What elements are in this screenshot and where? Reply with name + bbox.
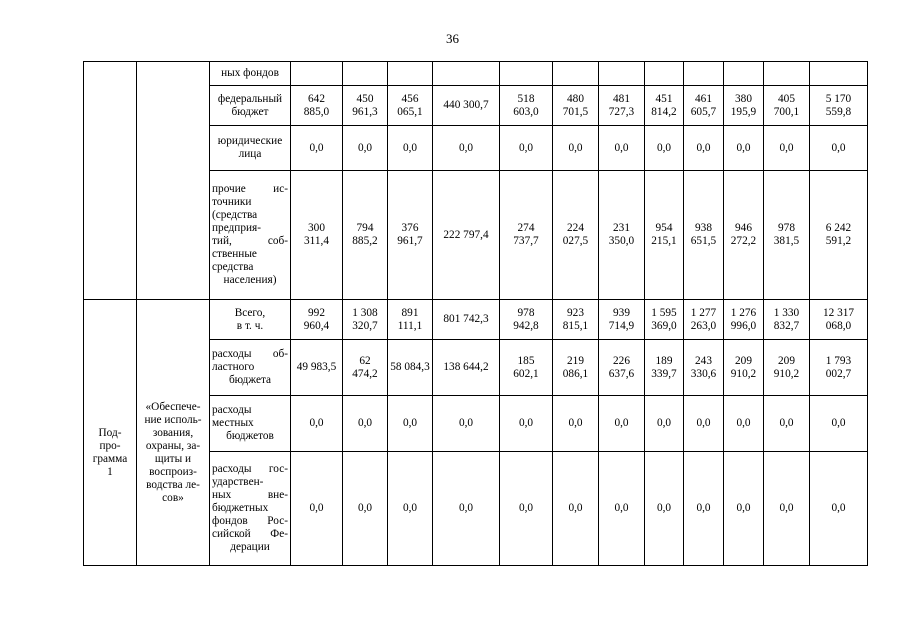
text-line: 923: [567, 306, 584, 319]
text-line: точники: [212, 196, 252, 208]
text-line: 263,0: [690, 319, 717, 332]
text-line: тий, соб-: [212, 235, 288, 247]
text-line: 226: [613, 354, 630, 367]
text-line: 0,0: [779, 502, 794, 514]
value-cell: [764, 126, 810, 171]
value-cell: [388, 86, 433, 126]
text-line: ударствен-: [212, 476, 264, 488]
text-line: 222 797,4: [443, 228, 489, 241]
text-line: 0,0: [736, 417, 751, 429]
text-line: про-: [99, 439, 121, 452]
value-cell: [433, 396, 500, 452]
text-line: бюджетов: [226, 430, 274, 442]
empty-subprogram-cell: [137, 62, 210, 300]
value-cell: [500, 452, 553, 566]
text-line: 086,1: [562, 367, 589, 380]
text-line: ных вне-: [212, 489, 288, 501]
value-cell: [810, 62, 868, 86]
value-cell: [810, 300, 868, 340]
text-line: 0,0: [458, 141, 474, 154]
table-row: [84, 62, 868, 86]
value-cell: [500, 340, 553, 396]
text-line: 231: [613, 222, 630, 234]
text-line: 992: [308, 306, 325, 319]
value-cell: [724, 62, 764, 86]
text-line: 405: [778, 92, 795, 105]
text-line: водства ле-: [146, 478, 200, 491]
text-line: 1: [107, 465, 113, 478]
value-cell: [500, 86, 553, 126]
text-line: 480: [567, 92, 584, 105]
text-line: ных фондов: [221, 67, 279, 79]
text-line: 0,0: [831, 141, 846, 154]
text-line: 978: [778, 222, 795, 234]
text-line: 027,5: [562, 235, 589, 247]
text-line: 942,8: [513, 319, 539, 332]
value-cell: [810, 452, 868, 566]
value-cell: [810, 340, 868, 396]
text-line: 381,5: [773, 235, 800, 247]
text-line: 0,0: [458, 502, 474, 514]
value-cell: [291, 126, 343, 171]
value-cell: [553, 126, 599, 171]
text-line: 376: [401, 222, 419, 234]
row-label: [210, 86, 291, 126]
text-line: 1 308: [352, 306, 378, 319]
text-line: 320,7: [352, 319, 378, 332]
text-line: 274: [517, 222, 535, 234]
text-line: сийской Фе-: [212, 528, 288, 540]
text-line: 1 277: [690, 306, 717, 319]
text-line: 0,0: [614, 502, 629, 514]
text-line: 0,0: [568, 141, 583, 154]
empty-section-cell: [84, 62, 137, 300]
row-label: [210, 126, 291, 171]
value-cell: [500, 62, 553, 86]
value-cell: [343, 86, 388, 126]
text-line: бюджет: [231, 105, 269, 118]
value-cell: [599, 452, 645, 566]
text-line: 885,2: [352, 235, 378, 247]
text-line: 0,0: [357, 502, 373, 514]
text-line: 714,9: [608, 319, 635, 332]
text-line: 0,0: [458, 417, 474, 429]
value-cell: [724, 340, 764, 396]
value-cell: [553, 300, 599, 340]
text-line: 440 300,7: [443, 99, 489, 111]
text-line: 946: [735, 222, 752, 234]
text-line: 910,2: [730, 367, 757, 380]
text-line: 602,1: [513, 367, 539, 380]
text-line: «Обеспече-: [145, 400, 201, 413]
section-label: [84, 300, 137, 566]
text-line: предприя-: [212, 222, 262, 234]
value-cell: [764, 452, 810, 566]
text-line: воспроиз-: [149, 465, 197, 478]
value-cell: [645, 340, 684, 396]
text-line: 0,0: [518, 502, 534, 514]
text-line: расходы гос-: [212, 463, 288, 475]
text-line: 0,0: [309, 502, 324, 514]
text-line: расходы: [212, 404, 252, 416]
text-line: 311,4: [304, 235, 329, 247]
text-line: 138 644,2: [443, 361, 489, 373]
row-label: [210, 340, 291, 396]
text-line: 209: [735, 354, 752, 367]
text-line: 814,2: [651, 105, 677, 118]
text-line: 961,7: [397, 235, 423, 247]
row-label: [210, 452, 291, 566]
text-line: 0,0: [696, 417, 711, 429]
text-line: 642: [308, 92, 325, 105]
table-row: [84, 300, 868, 340]
text-line: 350,0: [608, 235, 635, 247]
text-line: 0,0: [614, 141, 629, 154]
value-cell: [764, 171, 810, 300]
text-line: 701,5: [562, 105, 589, 118]
text-line: 0,0: [656, 141, 672, 154]
text-line: 1 330: [773, 306, 800, 319]
value-cell: [291, 62, 343, 86]
value-cell: [764, 62, 810, 86]
text-line: 474,2: [352, 367, 378, 380]
text-line: Всего,: [234, 306, 266, 319]
value-cell: [291, 171, 343, 300]
text-line: 339,7: [651, 367, 677, 380]
text-line: бюджетных: [212, 502, 269, 514]
text-line: фондов Рос-: [212, 515, 288, 527]
text-line: 0,0: [357, 141, 373, 154]
text-line: 801 742,3: [443, 313, 489, 325]
value-cell: [599, 396, 645, 452]
budget-table-body: [84, 62, 868, 566]
text-line: 978: [517, 306, 535, 319]
text-line: 0,0: [696, 141, 711, 154]
value-cell: [599, 86, 645, 126]
value-cell: [343, 62, 388, 86]
value-cell: [553, 86, 599, 126]
value-cell: [553, 62, 599, 86]
text-line: 0,0: [696, 502, 711, 514]
value-cell: [724, 452, 764, 566]
text-line: Под-: [98, 426, 122, 439]
text-line: 461: [695, 92, 712, 105]
text-line: 832,7: [773, 319, 800, 332]
value-cell: [724, 300, 764, 340]
text-line: 209: [778, 354, 795, 367]
subprogram-name: [137, 300, 210, 566]
text-line: 0,0: [831, 502, 846, 514]
text-line: 637,6: [608, 367, 635, 380]
page-number: 36: [446, 31, 459, 46]
text-line: 737,7: [513, 235, 539, 247]
value-cell: [599, 340, 645, 396]
value-cell: [553, 452, 599, 566]
text-line: 0,0: [779, 417, 794, 429]
value-cell: [553, 396, 599, 452]
row-label: [210, 62, 291, 86]
text-line: 0,0: [656, 417, 672, 429]
value-cell: [645, 86, 684, 126]
value-cell: [684, 452, 724, 566]
text-line: 0,0: [831, 417, 846, 429]
text-line: 891: [401, 306, 419, 319]
value-cell: [500, 396, 553, 452]
value-cell: [684, 62, 724, 86]
text-line: 224: [567, 222, 584, 234]
value-cell: [388, 300, 433, 340]
text-line: 0,0: [568, 502, 583, 514]
row-label: [210, 396, 291, 452]
value-cell: [388, 171, 433, 300]
text-line: ственные: [212, 248, 257, 260]
text-line: 456: [401, 92, 419, 105]
text-line: 0,0: [402, 417, 418, 429]
text-line: охраны, за-: [145, 439, 201, 452]
value-cell: [684, 171, 724, 300]
text-line: 0,0: [779, 141, 794, 154]
text-line: 1 276: [730, 306, 757, 319]
value-cell: [343, 396, 388, 452]
text-line: 1 793: [825, 354, 852, 367]
value-cell: [500, 171, 553, 300]
text-line: 996,0: [730, 319, 757, 332]
value-cell: [764, 86, 810, 126]
text-line: 215,1: [651, 235, 677, 247]
text-line: юридические: [217, 135, 283, 147]
value-cell: [433, 340, 500, 396]
text-line: 0,0: [357, 417, 373, 429]
text-line: 559,8: [825, 105, 852, 118]
value-cell: [433, 86, 500, 126]
value-cell: [684, 300, 724, 340]
value-cell: [553, 171, 599, 300]
text-line: 068,0: [825, 319, 852, 332]
text-line: 954: [655, 222, 673, 234]
value-cell: [388, 396, 433, 452]
value-cell: [645, 300, 684, 340]
text-line: 065,1: [397, 105, 423, 118]
value-cell: [724, 171, 764, 300]
value-cell: [645, 126, 684, 171]
text-line: (средства: [212, 209, 258, 221]
value-cell: [764, 340, 810, 396]
value-cell: [433, 452, 500, 566]
text-line: грамма: [92, 452, 128, 465]
value-cell: [684, 86, 724, 126]
text-line: 727,3: [608, 105, 635, 118]
text-line: 5 170: [825, 92, 852, 105]
text-line: 185: [517, 354, 535, 367]
text-line: 002,7: [825, 367, 852, 380]
text-line: 0,0: [309, 417, 324, 429]
value-cell: [291, 340, 343, 396]
text-line: 794: [356, 222, 374, 234]
value-cell: [810, 171, 868, 300]
text-line: прочие ис-: [212, 183, 288, 195]
text-line: 815,1: [562, 319, 589, 332]
text-line: 195,9: [730, 105, 757, 118]
value-cell: [343, 126, 388, 171]
row-label: [210, 171, 291, 300]
value-cell: [500, 300, 553, 340]
value-cell: [553, 340, 599, 396]
text-line: 380: [735, 92, 752, 105]
text-line: 0,0: [518, 141, 534, 154]
value-cell: [343, 171, 388, 300]
text-line: дерации: [230, 541, 270, 553]
value-cell: [433, 126, 500, 171]
text-line: средства: [212, 261, 254, 273]
value-cell: [388, 340, 433, 396]
text-line: 12 317: [822, 306, 855, 319]
text-line: 605,7: [690, 105, 717, 118]
value-cell: [433, 300, 500, 340]
value-cell: [684, 396, 724, 452]
text-line: населения): [223, 274, 277, 286]
text-line: 885,0: [303, 105, 330, 118]
row-label: [210, 300, 291, 340]
text-line: сов»: [162, 491, 184, 504]
value-cell: [645, 171, 684, 300]
value-cell: [599, 300, 645, 340]
text-line: 481: [613, 92, 630, 105]
text-line: 219: [567, 354, 584, 367]
text-line: 6 242: [825, 222, 852, 234]
text-line: федеральный: [217, 92, 283, 105]
text-line: в т. ч.: [236, 319, 264, 332]
text-line: 272,2: [730, 235, 757, 247]
value-cell: [684, 340, 724, 396]
text-line: расходы об-: [212, 348, 288, 360]
value-cell: [764, 300, 810, 340]
text-line: 700,1: [773, 105, 800, 118]
value-cell: [810, 86, 868, 126]
value-cell: [599, 171, 645, 300]
value-cell: [291, 86, 343, 126]
value-cell: [810, 396, 868, 452]
value-cell: [343, 340, 388, 396]
text-line: 938: [695, 222, 712, 234]
value-cell: [343, 452, 388, 566]
text-line: щиты и: [154, 452, 192, 465]
value-cell: [343, 300, 388, 340]
text-line: 0,0: [656, 502, 672, 514]
text-line: 369,0: [651, 319, 677, 332]
value-cell: [764, 396, 810, 452]
text-line: 939: [613, 306, 630, 319]
text-line: ластного: [212, 361, 255, 373]
value-cell: [433, 62, 500, 86]
value-cell: [291, 300, 343, 340]
value-cell: [291, 452, 343, 566]
text-line: ние исполь-: [144, 413, 202, 426]
value-cell: [291, 396, 343, 452]
text-line: 300: [308, 222, 325, 234]
value-cell: [645, 452, 684, 566]
text-line: 62: [359, 354, 371, 367]
text-line: 518: [517, 92, 535, 105]
text-line: зования,: [152, 426, 194, 439]
value-cell: [810, 126, 868, 171]
text-line: 450: [356, 92, 374, 105]
text-line: 591,2: [825, 235, 852, 247]
text-line: 1 595: [651, 306, 677, 319]
text-line: 603,0: [513, 105, 539, 118]
text-line: 651,5: [690, 235, 717, 247]
text-line: 58 084,3: [390, 361, 430, 373]
value-cell: [645, 396, 684, 452]
text-line: 0,0: [736, 502, 751, 514]
text-line: 330,6: [690, 367, 717, 380]
text-line: 189: [655, 354, 673, 367]
value-cell: [388, 126, 433, 171]
value-cell: [684, 126, 724, 171]
text-line: 910,2: [773, 367, 800, 380]
value-cell: [388, 62, 433, 86]
text-line: 111,1: [397, 319, 423, 332]
value-cell: [388, 452, 433, 566]
text-line: 961,3: [352, 105, 378, 118]
value-cell: [599, 126, 645, 171]
text-line: 0,0: [402, 141, 418, 154]
text-line: 0,0: [736, 141, 751, 154]
value-cell: [433, 171, 500, 300]
value-cell: [724, 86, 764, 126]
text-line: лица: [238, 148, 262, 160]
text-line: 49 983,5: [296, 361, 337, 373]
text-line: 0,0: [402, 502, 418, 514]
budget-table: [83, 61, 868, 566]
text-line: 0,0: [309, 141, 324, 154]
text-line: 0,0: [568, 417, 583, 429]
value-cell: [599, 62, 645, 86]
text-line: 960,4: [303, 319, 330, 332]
value-cell: [724, 126, 764, 171]
value-cell: [500, 126, 553, 171]
value-cell: [724, 396, 764, 452]
text-line: 243: [695, 354, 712, 367]
text-line: 0,0: [518, 417, 534, 429]
text-line: местных: [212, 417, 254, 429]
value-cell: [645, 62, 684, 86]
text-line: бюджета: [228, 374, 272, 386]
text-line: 0,0: [614, 417, 629, 429]
text-line: 451: [655, 92, 673, 105]
